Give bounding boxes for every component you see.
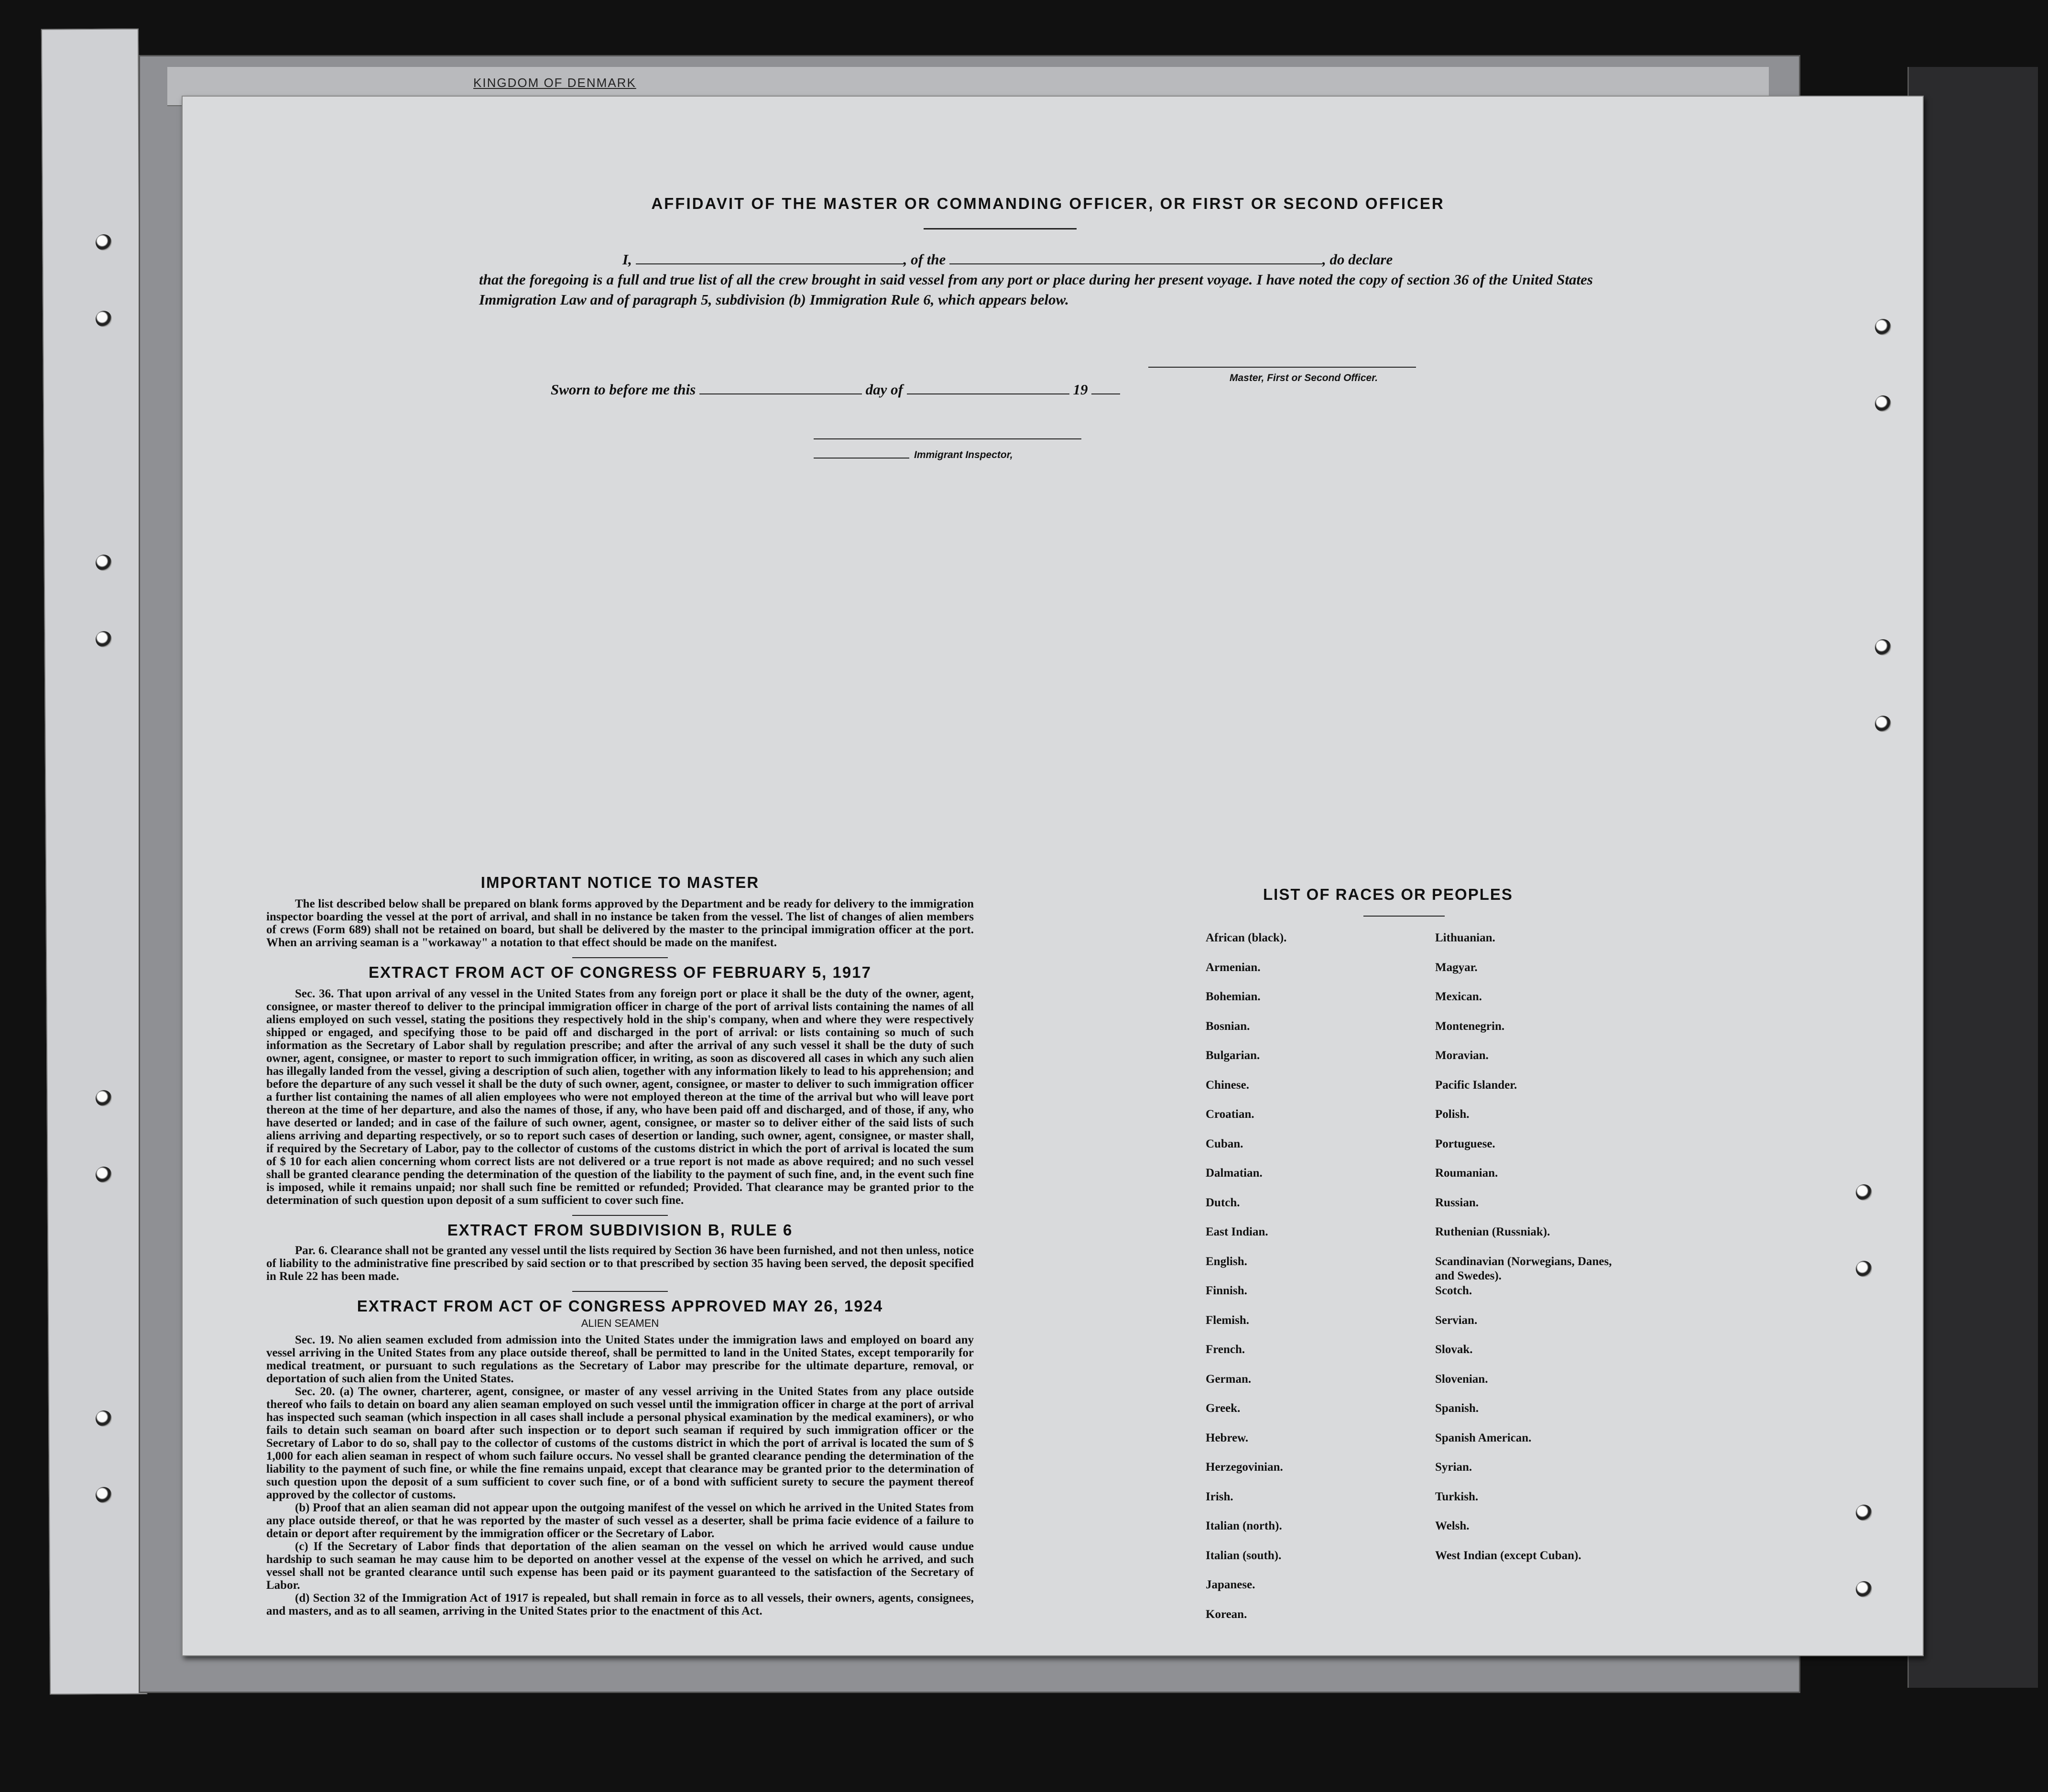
binder-hole — [96, 1410, 112, 1427]
race-item: Japanese. — [1206, 1578, 1255, 1591]
race-item: Spanish American. — [1435, 1431, 1532, 1444]
underlying-sheet-left — [41, 28, 147, 1694]
race-item: Italian (north). — [1206, 1519, 1282, 1532]
binder-hole — [1875, 395, 1891, 412]
underlying-sheet-right — [1907, 67, 2038, 1688]
race-item: Slovak. — [1435, 1343, 1473, 1356]
binder-hole — [96, 631, 112, 647]
race-item: Dutch. — [1206, 1196, 1240, 1209]
binder-hole — [1856, 1261, 1872, 1277]
race-item: Ruthenian (Russniak). — [1435, 1225, 1550, 1238]
race-item: Magyar. — [1435, 961, 1478, 974]
do-declare-label: , do declare — [1322, 251, 1393, 268]
race-item: Irish. — [1206, 1490, 1233, 1503]
race-item: Bohemian. — [1206, 990, 1261, 1003]
binder-hole — [96, 311, 112, 327]
race-item: Finnish. — [1206, 1284, 1247, 1297]
binder-hole — [96, 1167, 112, 1183]
kingdom-label: KINGDOM OF DENMARK — [473, 76, 636, 90]
binder-hole — [96, 1487, 112, 1503]
race-item: Flemish. — [1206, 1313, 1249, 1327]
sworn-year-field[interactable] — [1091, 393, 1120, 394]
race-item: Russian. — [1435, 1196, 1479, 1209]
race-item: Chinese. — [1206, 1078, 1249, 1092]
race-item: Croatian. — [1206, 1108, 1254, 1121]
binder-hole — [96, 555, 112, 571]
master-signature-line — [1148, 367, 1416, 368]
extract-1917-body: Sec. 36. That upon arrival of any vessel in the United States from any foreign port or place it shall be the duty of the owner, agent, consignee, or master thereof to deliver to the principal immigration officer in charge of the port of arrival lists containing the names of all aliens employed on such vessel, stating the positions they respectively hold in the ship's company, when and where they were respectively shipped or engaged, and specifying those to be paid off and discharged in the port of arrival: or lists containing so much of such information as the Secretary of Labor shall by regulation prescribe; and after the arrival of any such vessel it shall be the duty of such owner, agent, consignee, or master to report to such immigration officer, in writing, as soon as discovered all cases in which any such alien has illegally landed from the vessel, giving a description of such alien, together with any information likely to lead to his apprehension; and before the departure of any such vessel it shall be the duty of such owner, agent, consignee, or master to deliver to such immigration officer a further list containing the names of all alien employees who were not employed thereon at the time of the arrival but who will leave port thereon at the time of her departure, and also the names of those, if any, who have been paid off and discharged, and of those, if any, who have deserted or landed; and in case of the failure of such owner, agent, consignee, or master so to deliver either of the said lists of such aliens arriving and departing respectively, or so to report such cases of desertion or landing, such owner, agent, consignee, or master shall, if required by the Secretary of Labor, pay to the collector of customs of the customs district in which the port of arrival is located the sum of $ 10 for each alien concerning whom correct lists are not delivered or a true report is not made as above required; and no such vessel shall be granted clearance pending the determination of the question of the liability to the payment of such fine, and, in the event such fine is imposed, while it remains unpaid; nor shall such fine be remitted or refunded; Provided. That clearance may be granted prior to the determination of such question upon deposit of a sum sufficient to cover such fine. — [266, 987, 974, 1207]
race-item: French. — [1206, 1343, 1245, 1356]
of-the-label: , of the — [903, 251, 946, 268]
race-item: Greek. — [1206, 1402, 1241, 1415]
race-item: Montenegrin. — [1435, 1019, 1505, 1033]
binder-hole — [1875, 319, 1891, 335]
race-item: Herzegovinian. — [1206, 1461, 1283, 1474]
races-column-2 — [1435, 931, 1617, 1578]
affidavit-declaration — [479, 250, 1593, 310]
race-item: German. — [1206, 1372, 1252, 1386]
race-item: Roumanian. — [1435, 1167, 1498, 1180]
section-divider — [266, 952, 974, 961]
notice-body: The list described below shall be prepared on blank forms approved by the Department and be ready for delivery to the immigration inspector boarding the vessel at the port of arrival, and shall in no instance be taken from the vessel. The list of changes of alien members of crews (Form 689) shall not be retained on board, but shall be delivered by the master to the principal immigration officer at the port. When an arriving seaman is a "workaway" a notation to that effect should be made on the manifest. — [266, 897, 974, 949]
race-item: Italian (south). — [1206, 1549, 1282, 1562]
race-item: Lithuanian. — [1435, 931, 1495, 944]
race-item: Cuban. — [1206, 1137, 1243, 1150]
section-divider — [266, 1286, 974, 1294]
race-item: Spanish. — [1435, 1402, 1479, 1415]
binder-hole — [1856, 1184, 1872, 1201]
extract-1924-sec20a: Sec. 20. (a) The owner, charterer, agent, consignee, or master of any vessel arriving in the United States from any place outside thereof who fails to detain on board any alien seaman employed on such vessel until the immigration officer in charge at the port of arrival has inspected such seaman (which inspection in all cases shall include a personal physical examination by the medical examiners), or who fails to detain such seaman on board after such inspection or to deport such seaman if required by such immigration officer or the Secretary of Labor to do so, shall pay to the collector of customs of the customs district in which the port of arrival is located the sum of $ 1,000 for each alien seaman in respect of whom such failure occurs. No vessel shall be granted clearance pending the determination of the liability to the payment of such fine, or while the fine remains unpaid, except that clearance may be granted prior to the determination of such question upon the deposit of a sum sufficient to cover such fine, or of a bond with sufficient surety to secure the payment thereof approved by the collector of customs. — [266, 1385, 974, 1501]
binder-hole — [1856, 1505, 1872, 1521]
extract-1924-sec20c: (c) If the Secretary of Labor finds that deportation of the alien seaman on the vessel on which he arrived would cause undue hardship to such seaman he may cause him to be deported on another vessel at the expense of the vessel on which he arrived, and such vessel shall not be granted clearance until such expense has been paid or its payment guaranteed to the satisfaction of the Secretary of Labor. — [266, 1540, 974, 1592]
race-item: African (black). — [1206, 931, 1287, 944]
race-item: Portuguese. — [1435, 1137, 1495, 1150]
race-item: Scotch. — [1435, 1284, 1472, 1297]
binder-hole — [96, 1090, 112, 1106]
races-title-underline — [1363, 916, 1445, 917]
race-item: Armenian. — [1206, 961, 1261, 974]
affidavit-body: that the foregoing is a full and true list of all the crew brought in said vessel from any port or place during her present voyage. I have noted the copy of section 36 of the United States Immigration Law and of paragraph 5, subdivision (b) Immigration Rule 6, which appears below. — [479, 271, 1593, 308]
race-item: Korean. — [1206, 1607, 1247, 1621]
race-item: Turkish. — [1435, 1490, 1479, 1503]
race-item: Hebrew. — [1206, 1431, 1249, 1444]
notices-column — [266, 874, 974, 1617]
extract-rule6-title: EXTRACT FROM SUBDIVISION B, RULE 6 — [447, 1221, 793, 1239]
binder-hole — [1856, 1581, 1872, 1597]
race-item: Moravian. — [1435, 1049, 1489, 1062]
race-item: Scandinavian (Norwegians, Danes, and Swedes). — [1435, 1255, 1612, 1282]
extract-1924-sec20b: (b) Proof that an alien seaman did not appear upon the outgoing manifest of the vessel on which he arrived in the United States from any place outside thereof, or that he was reported by the master of such vessel as a deserter, shall be prima facie evidence of a failure to detain or deport after requirement by the immigration officer or the Secretary of Labor. — [266, 1501, 974, 1540]
inspector-label: Immigrant Inspector, — [914, 449, 1013, 460]
affidavit-title-underline — [924, 228, 1077, 229]
races-title: LIST OF RACES OR PEOPLES — [1263, 885, 1513, 903]
master-signature-label: Master, First or Second Officer. — [1230, 372, 1378, 383]
extract-1917-title: EXTRACT FROM ACT OF CONGRESS OF FEBRUARY 5, 1917 — [369, 963, 871, 981]
binder-hole — [1875, 639, 1891, 656]
race-item: Polish. — [1435, 1108, 1470, 1121]
day-of-label: day of — [865, 381, 903, 398]
affidavit-title: AFFIDAVIT OF THE MASTER OR COMMANDING OFFICER, OR FIRST OR SECOND OFFICER — [651, 195, 1445, 212]
race-item: Bosnian. — [1206, 1019, 1250, 1033]
race-item: Slovenian. — [1435, 1372, 1488, 1386]
race-item: Bulgarian. — [1206, 1049, 1260, 1062]
race-item: Welsh. — [1435, 1519, 1470, 1532]
notice-title: IMPORTANT NOTICE TO MASTER — [480, 874, 760, 891]
race-item: Pacific Islander. — [1435, 1078, 1517, 1092]
inspector-signature-line-lower — [814, 458, 909, 459]
sworn-line — [551, 381, 1120, 398]
declarant-name-field[interactable] — [636, 263, 904, 264]
affidavit-page — [182, 96, 1924, 1656]
extract-1924-sec20d: (d) Section 32 of the Immigration Act of 1917 is repealed, but shall remain in force as to all vessels, their owners, agents, consignees, and masters, and as to all seamen, arriving in the United States prior to the enactment of this Act. — [266, 1592, 974, 1617]
race-item: Dalmatian. — [1206, 1167, 1263, 1180]
binder-hole — [96, 234, 112, 251]
extract-1924-title: EXTRACT FROM ACT OF CONGRESS APPROVED MAY 26, 1924 — [357, 1297, 883, 1315]
sworn-label: Sworn to before me this — [551, 381, 696, 398]
inspector-signature-line — [814, 438, 1081, 439]
race-item: Mexican. — [1435, 990, 1482, 1003]
race-item: East Indian. — [1206, 1225, 1268, 1238]
extract-1924-subtitle: ALIEN SEAMEN — [581, 1317, 659, 1329]
year-label: 19 — [1073, 381, 1088, 398]
race-item: West Indian (except Cuban). — [1435, 1549, 1581, 1562]
extract-rule6-body: Par. 6. Clearance shall not be granted any vessel until the lists required by Section 36 have been furnished, and not then unless, notice of liability to the administrative fine prescribed by said section or to that prescribed by section 35 having been served, the deposit specified in Rule 22 has been made. — [266, 1244, 974, 1283]
i-label: I, — [622, 251, 632, 268]
races-column-1 — [1206, 931, 1416, 1637]
race-item: English. — [1206, 1255, 1247, 1268]
vessel-name-field[interactable] — [949, 263, 1322, 264]
race-item: Servian. — [1435, 1313, 1478, 1327]
section-divider — [266, 1210, 974, 1218]
sworn-month-field[interactable] — [907, 393, 1069, 394]
extract-1924-sec19: Sec. 19. No alien seamen excluded from admission into the United States under the immigration laws and employed on board any vessel arriving in the United States from any place outside thereof, shall be permitted to land in the United States, except temporarily for medical treatment, or pursuant to such regulations as the Secretary of Labor may prescribe for the ultimate departure, removal, or deportation of such alien from the United States. — [266, 1333, 974, 1385]
race-item: Syrian. — [1435, 1461, 1472, 1474]
binder-hole — [1875, 716, 1891, 732]
sworn-day-field[interactable] — [699, 393, 862, 394]
